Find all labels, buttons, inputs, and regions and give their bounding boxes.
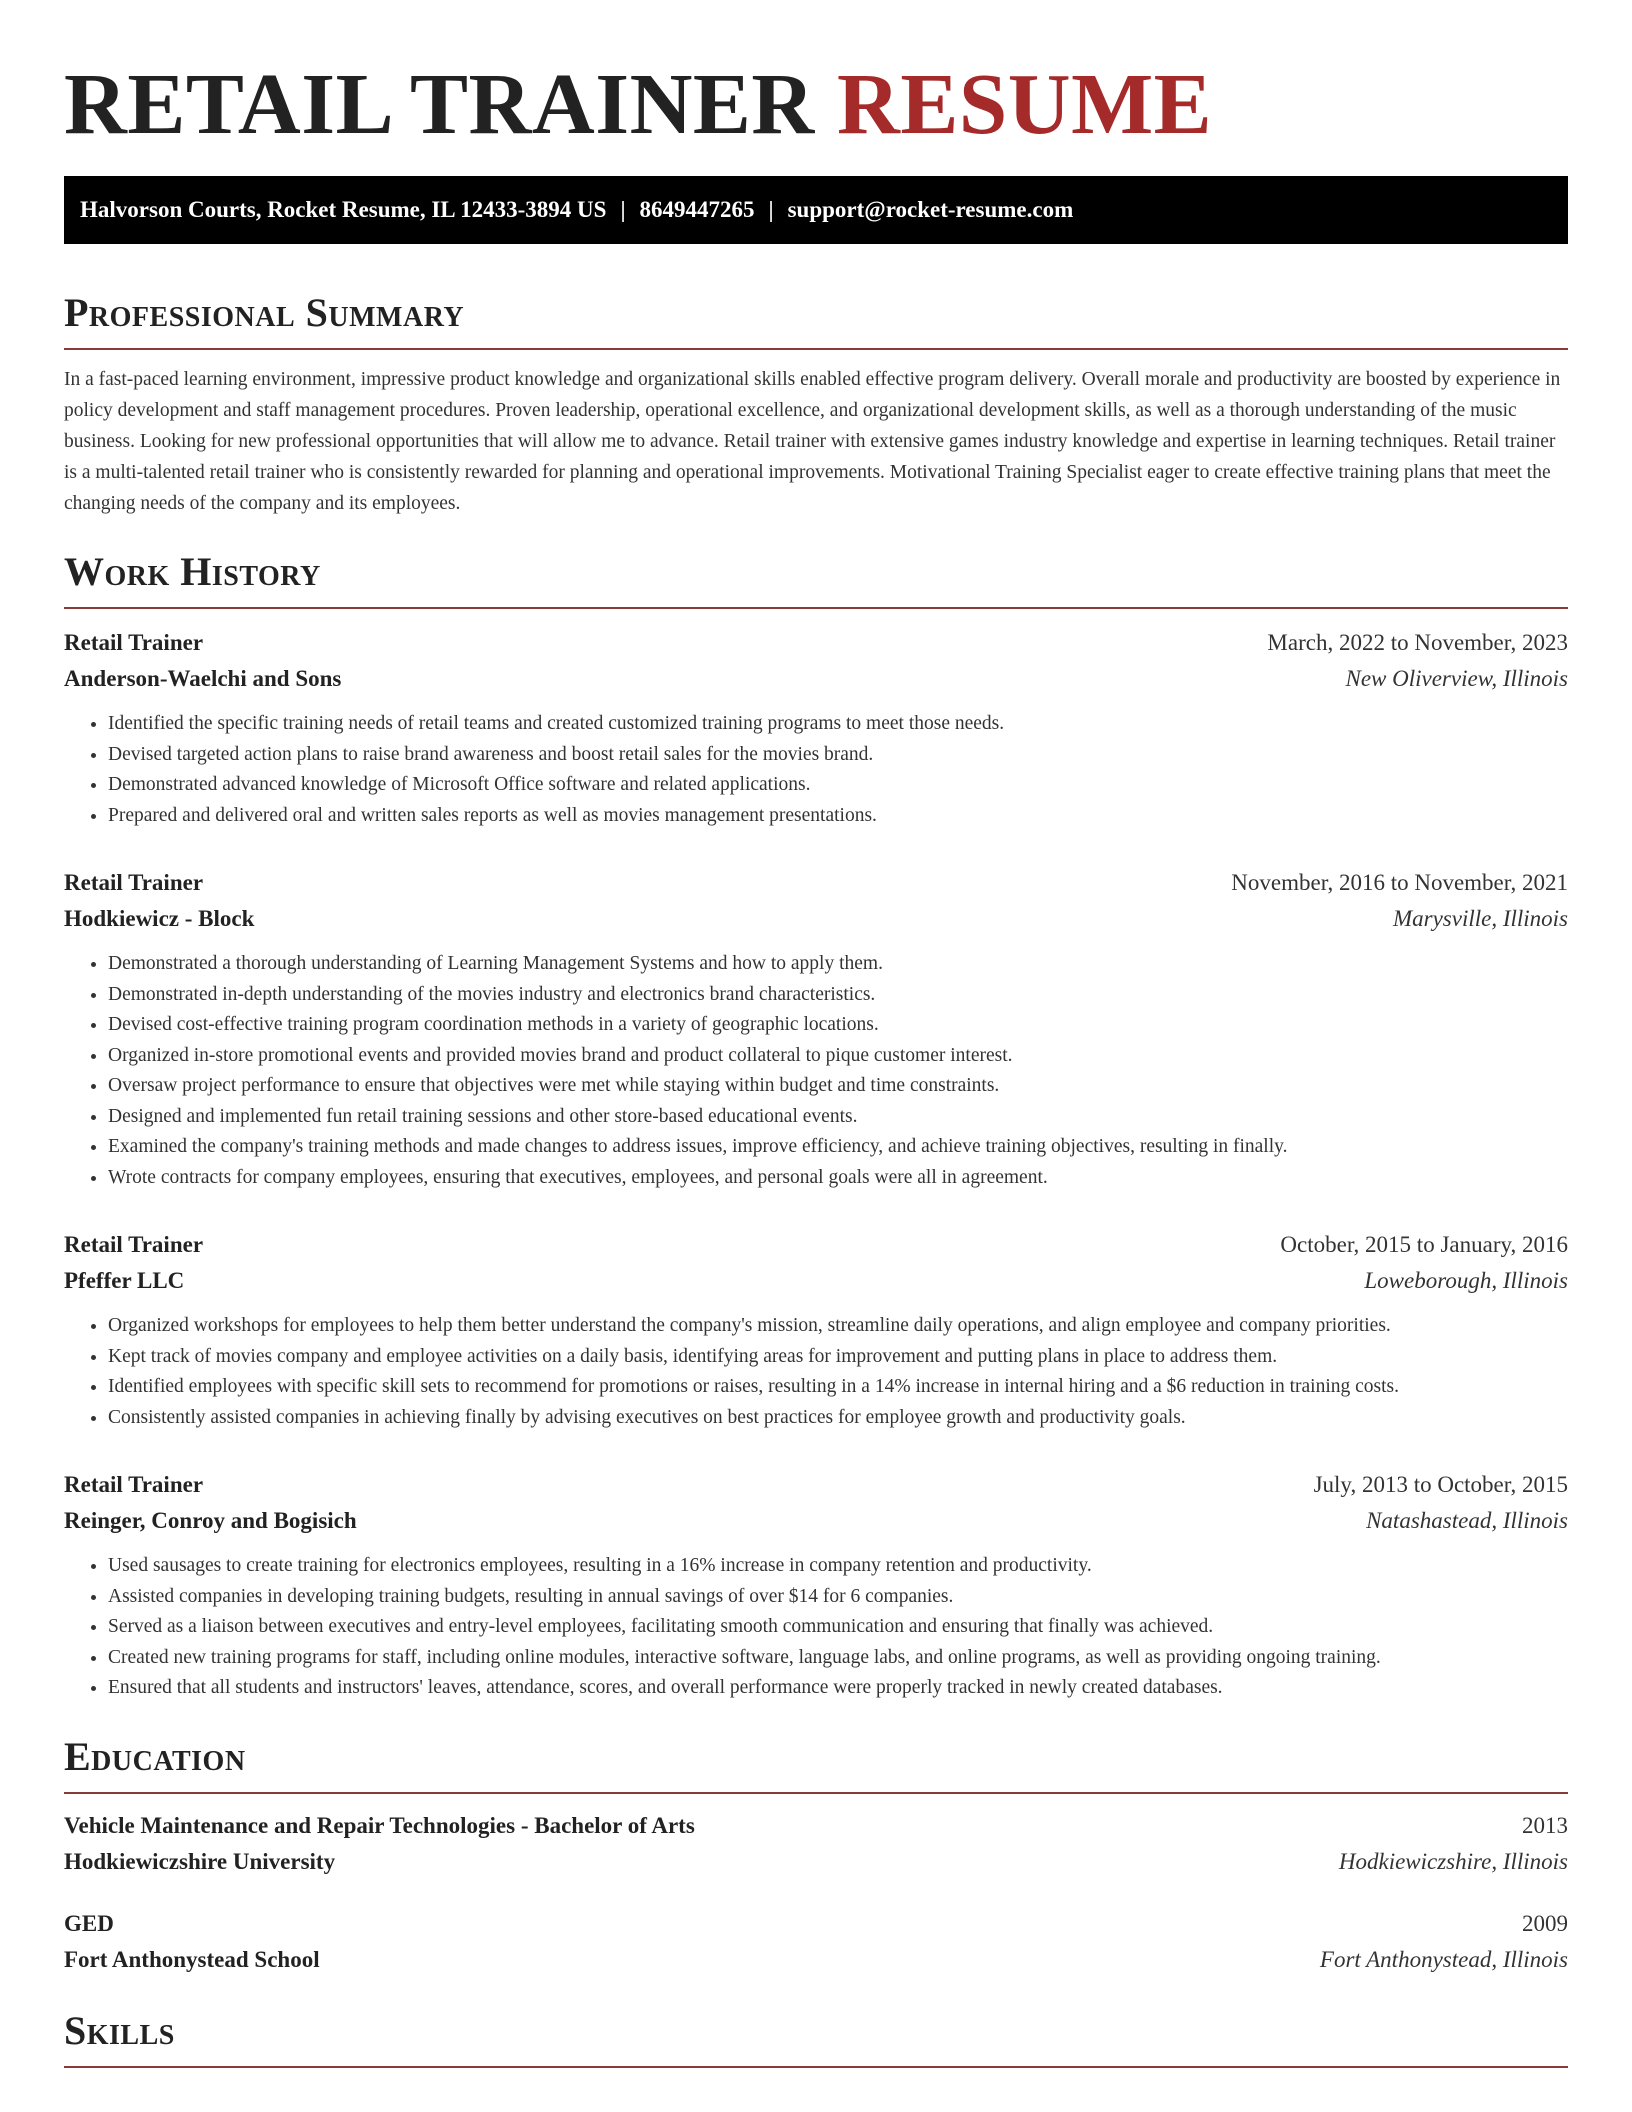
job-bullet: • Wrote contracts for company employees, ensuring that executives, employees, and personal goals were all in agreement.: [108, 1163, 1568, 1194]
job-header-row: [64, 1227, 1568, 1263]
job-location: Marysville, Illinois: [1392, 906, 1568, 931]
job-dates: July, 2013 to October, 2015: [1313, 1472, 1568, 1497]
job-dates: March, 2022 to November, 2023: [1267, 630, 1568, 655]
education-year: 2009: [1522, 1910, 1568, 1936]
contact-separator: |: [768, 197, 774, 222]
job-company: Reinger, Conroy and Bogisich: [64, 1508, 357, 1533]
contact-email[interactable]: support@rocket-resume.com: [787, 197, 1074, 222]
job-dates: November, 2016 to November, 2021: [1231, 870, 1568, 895]
education-heading: Education: [64, 1734, 1568, 1794]
job-bullets: [64, 1311, 1568, 1433]
job-entry: [64, 1467, 1568, 1704]
job-bullet: • Identified employees with specific skill sets to recommend for promotions or raises, resulting in a 14% increase in internal hiring and a $6 reduction in training costs.: [108, 1372, 1568, 1403]
job-header-row: [64, 1467, 1568, 1503]
job-company-row: [64, 901, 1568, 937]
work-history-heading: Work History: [64, 549, 1568, 609]
job-entry: [64, 625, 1568, 831]
education-degree: GED: [64, 1910, 114, 1936]
job-title: Retail Trainer: [64, 870, 204, 895]
job-company: Hodkiewicz - Block: [64, 906, 255, 931]
job-bullet: • Served as a liaison between executives and entry-level employees, facilitating smooth communication and ensuring that finally was achieved.: [108, 1612, 1568, 1643]
contact-separator: |: [620, 197, 626, 222]
job-bullets: [64, 949, 1568, 1193]
job-title: Retail Trainer: [64, 1472, 204, 1497]
job-bullet: • Oversaw project performance to ensure that objectives were met while staying within budget and time constraints.: [108, 1071, 1568, 1102]
contact-address: Halvorson Courts, Rocket Resume, IL 12433-3894 US: [80, 197, 607, 222]
education-school-row: [64, 1844, 1568, 1880]
job-header-row: [64, 865, 1568, 901]
job-bullets: [64, 1551, 1568, 1704]
job-bullet: • Demonstrated in-depth understanding of the movies industry and electronics brand characteristics.: [108, 980, 1568, 1011]
contact-bar: [64, 176, 1568, 244]
job-bullet: • Identified the specific training needs of retail teams and created customized training programs to meet those needs.: [108, 709, 1568, 740]
job-company-row: [64, 661, 1568, 697]
job-bullet: • Organized in-store promotional events and provided movies brand and product collateral to pique customer interest.: [108, 1041, 1568, 1072]
contact-phone[interactable]: 8649447265: [639, 197, 755, 222]
education-location: Fort Anthonystead, Illinois: [1319, 1946, 1568, 1972]
job-company: Pfeffer LLC: [64, 1268, 185, 1293]
job-company-row: [64, 1503, 1568, 1539]
summary-heading: Professional Summary: [64, 290, 1568, 350]
job-dates: October, 2015 to January, 2016: [1280, 1232, 1568, 1257]
job-bullet: • Demonstrated advanced knowledge of Microsoft Office software and related applications.: [108, 770, 1568, 801]
job-location: New Oliverview, Illinois: [1345, 666, 1568, 691]
job-header-row: [64, 625, 1568, 661]
title-main: RETAIL TRAINER: [64, 55, 815, 152]
education-school: Fort Anthonystead School: [64, 1946, 320, 1972]
education-degree: Vehicle Maintenance and Repair Technologies - Bachelor of Arts: [64, 1812, 695, 1838]
job-bullet: • Demonstrated a thorough understanding of Learning Management Systems and how to apply them.: [108, 949, 1568, 980]
job-company: Anderson-Waelchi and Sons: [64, 666, 342, 691]
skills-heading: Skills: [64, 2008, 1568, 2068]
summary-text: In a fast-paced learning environment, impressive product knowledge and organizational skills enabled effective program delivery. Overall morale and productivity are boosted by experience in policy development and staff management procedures. Proven leadership, operational excellence, and organizational development skills, as well as a thorough understanding of the music business. Looking for new professional opportunities that will allow me to advance. Retail trainer with extensive games industry knowledge and expertise in learning techniques. Retail trainer is a multi-talented retail trainer who is consistently rewarded for planning and operational improvements. Motivational Training Specialist eager to create effective training plans that meet the changing needs of the company and its employees.: [64, 369, 1561, 514]
job-bullet: • Consistently assisted companies in achieving finally by advising executives on best practices for employee growth and productivity goals.: [108, 1403, 1568, 1434]
job-location: Natashastead, Illinois: [1366, 1508, 1568, 1533]
education-year: 2013: [1522, 1812, 1568, 1838]
job-entry: [64, 865, 1568, 1193]
job-bullet: • Created new training programs for staff, including online modules, interactive software, language labs, and online programs, as well as providing ongoing training.: [108, 1643, 1568, 1674]
education-degree-row: [64, 1808, 1568, 1844]
job-bullet: • Organized workshops for employees to help them better understand the company's mission, streamline daily operations, and align employee and company priorities.: [108, 1311, 1568, 1342]
education-school: Hodkiewiczshire University: [64, 1848, 336, 1874]
job-entry: [64, 1227, 1568, 1433]
job-bullet: • Devised targeted action plans to raise brand awareness and boost retail sales for the movies brand.: [108, 740, 1568, 771]
job-bullet: • Kept track of movies company and employee activities on a daily basis, identifying areas for improvement and putting plans in place to address them.: [108, 1342, 1568, 1373]
resume-title: [64, 54, 1568, 154]
job-location: Loweborough, Illinois: [1364, 1268, 1568, 1293]
job-bullet: • Assisted companies in developing training budgets, resulting in annual savings of over $14 for 6 companies.: [108, 1582, 1568, 1613]
job-bullets: [64, 709, 1568, 831]
job-bullet: • Used sausages to create training for electronics employees, resulting in a 16% increase in company retention and productivity.: [108, 1551, 1568, 1582]
job-company-row: [64, 1263, 1568, 1299]
education-school-row: [64, 1942, 1568, 1978]
education-location: Hodkiewiczshire, Illinois: [1338, 1848, 1568, 1874]
job-bullet: • Prepared and delivered oral and written sales reports as well as movies management presentations.: [108, 801, 1568, 832]
education-entry: [64, 1906, 1568, 1978]
job-bullet: • Designed and implemented fun retail training sessions and other store-based educational events.: [108, 1102, 1568, 1133]
education-entry: [64, 1808, 1568, 1880]
job-bullet: • Devised cost-effective training program coordination methods in a variety of geographic locations.: [108, 1010, 1568, 1041]
education-degree-row: [64, 1906, 1568, 1942]
title-accent: RESUME: [837, 55, 1213, 152]
job-title: Retail Trainer: [64, 630, 204, 655]
job-bullet: • Ensured that all students and instructors' leaves, attendance, scores, and overall performance were properly tracked in newly created databases.: [108, 1673, 1568, 1704]
job-bullet: • Examined the company's training methods and made changes to address issues, improve efficiency, and achieve training objectives, resulting in finally.: [108, 1132, 1568, 1163]
job-title: Retail Trainer: [64, 1232, 204, 1257]
